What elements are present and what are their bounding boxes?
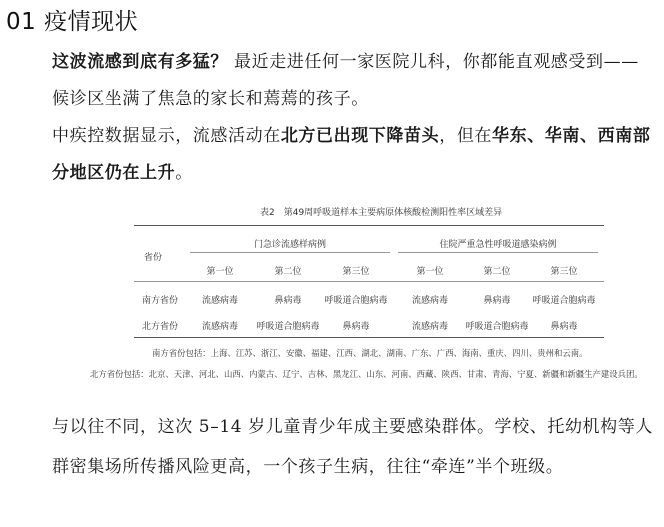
rank-header: 第三位 xyxy=(550,267,578,277)
group-rule-inpatient xyxy=(398,252,598,253)
intro-question: 这波流感到底有多猛？ xyxy=(52,52,228,72)
table-cell: 鼻病毒 xyxy=(274,296,302,306)
cdc-text-2: ，但在 xyxy=(439,126,493,146)
cdc-north-trend: 北方已出现下降苗头 xyxy=(280,126,440,146)
paragraph-intro xyxy=(12,44,654,118)
rank-header: 第二位 xyxy=(483,267,511,277)
rank-header: 第二位 xyxy=(274,267,302,277)
table-cell: 鼻病毒 xyxy=(550,322,578,332)
table-header-inpatient: 住院严重急性呼吸道感染病例 xyxy=(439,240,557,250)
table-cell: 呼吸道合胞病毒 xyxy=(465,322,529,332)
section-heading: 01 疫情现状 xyxy=(6,9,139,35)
table-cell: 鼻病毒 xyxy=(342,322,370,332)
intro-text: 最近走进任何一家医院儿科，你都能直观感受到——候诊区坐满了焦急的家长和蔫蔫的孩子。 xyxy=(52,52,639,109)
table-bottom-rule xyxy=(134,337,604,338)
rank-header: 第三位 xyxy=(342,267,370,277)
group-rule-outpatient xyxy=(190,252,390,253)
table-cell: 流感病毒 xyxy=(201,296,238,306)
table-cell: 呼吸道合胞病毒 xyxy=(532,296,596,306)
age-group-text: 与以往不同，这次 5–14 岁儿童青少年成主要感染群体。学校、托幼机构等人群密集场所传播风险更高，一个孩子生病，往往“牵连”半个班级。 xyxy=(52,417,653,477)
table-cell: 流感病毒 xyxy=(411,322,448,332)
table-title: 表2 第49周呼吸道样本主要病原体核酸检测阳性率区域差异 xyxy=(260,208,503,218)
row-region: 北方省份 xyxy=(141,322,178,332)
cdc-south-trend: 华东、华南、西南部分地区仍在上升 xyxy=(52,126,651,183)
table-header-outpatient: 门急诊流感样病例 xyxy=(253,240,326,250)
table-top-rule xyxy=(134,225,604,226)
table-header-province: 省份 xyxy=(144,253,163,263)
header-bottom-rule xyxy=(134,281,604,282)
table-cell: 呼吸道合胞病毒 xyxy=(256,322,320,332)
paragraph-age-groups xyxy=(12,407,654,487)
pathogen-table-figure xyxy=(90,205,652,387)
row-region: 南方省份 xyxy=(141,296,178,306)
paragraph-cdc-data xyxy=(12,118,654,192)
table-cell: 流感病毒 xyxy=(201,322,238,332)
table-cell: 鼻病毒 xyxy=(483,296,511,306)
rank-header: 第一位 xyxy=(206,267,234,277)
table-cell: 呼吸道合胞病毒 xyxy=(324,296,388,306)
table-note-south: 南方省份包括：上海、江苏、浙江、安徽、福建、江西、湖北、湖南、广东、广西、海南、重庆、四川、贵州和云南。 xyxy=(152,348,588,358)
cdc-text-1: 中疾控数据显示，流感活动在 xyxy=(52,126,281,146)
cdc-text-3: 。 xyxy=(175,163,193,183)
table-cell: 流感病毒 xyxy=(411,296,448,306)
rank-header: 第一位 xyxy=(416,267,444,277)
table-note-north: 北方省份包括：北京、天津、河北、山西、内蒙古、辽宁、吉林、黑龙江、山东、河南、西藏、陕西、甘肃、青海、宁夏、新疆和新疆生产建设兵团。 xyxy=(90,369,643,379)
